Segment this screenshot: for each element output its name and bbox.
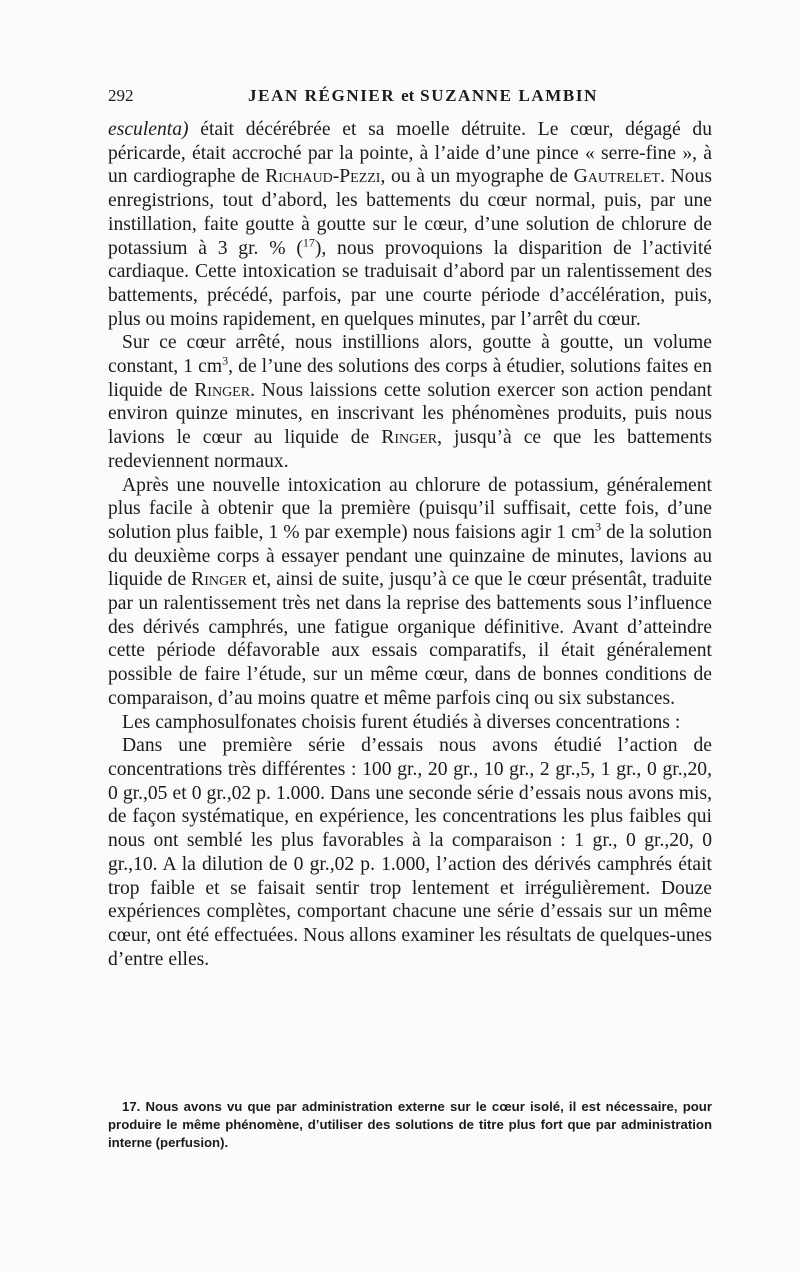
text-run: esculenta) [108,119,189,140]
author-name: JEAN RÉGNIER [248,86,396,105]
text-run: , jusqu’à ce que les battements redeviennent normaux. [108,427,712,472]
running-header [108,86,712,112]
body-paragraph [108,331,712,473]
text-run: était décérébrée et sa moelle détruite. Le cœur, dégagé du péricarde, était accroché par la pointe, à l’aide d’une pince « serre-fine », à un cardiographe de [108,119,712,188]
author-name: SUZANNE LAMBIN [420,86,598,105]
proper-name: Gautrelet [573,166,661,188]
proper-name: Ringer [191,569,248,591]
footnote: 17. Nous avons vu que par administration externe sur le cœur isolé, il est nécessaire, pour produire le même phénomène, d’utiliser des solutions de titre plus fort que par administration interne (perfusion). [108,1099,712,1150]
text-run: , de l’une des solutions des corps à étudier, solutions faites en liquide de [108,356,712,401]
text-run: de la solution du deuxième corps à essayer pendant une quinzaine de minutes, lavions au liquide de [108,521,712,591]
body-text [108,118,712,971]
body-paragraph [108,711,712,735]
running-head-authors [228,86,618,106]
text-run: Les camphosulfonates choisis furent étudiés à diverses concentrations : [122,711,681,733]
proper-name: Ringer [194,379,251,401]
superscript: 3 [595,519,602,534]
conjunction: et [401,86,415,105]
text-run: , ou à un myographe de [380,166,574,188]
proper-name: Richaud-Pezzi [265,166,381,188]
text-run: et, ainsi de suite, jusqu’à ce que le cœur présentât, traduite par un ralentissement très net dans la reprise des battements sous l’influence des dérivés camphrés, une fatigue organique définitive. Avant d’atteindre cette période défavorable aux essais comparatifs, il était généralement possible de faire l’étude, sur un même cœur, dans de bonnes conditions de comparaison, d’au moins quatre et même parfois cinq ou six substances. [108,569,712,709]
text-run: ), nous provoquions la disparition de l’activité cardiaque. Cette intoxication se traduisait d’abord par un ralentissement des battements, précédé, parfois, par une courte période d’accélération, puis, plus ou moins rapidement, en quelques minutes, par l’arrêt du cœur. [108,237,712,330]
proper-name: Ringer [381,427,438,449]
superscript: 3 [222,353,229,368]
text-run: Dans une première série d’essais nous avons étudié l’action de concentrations très différentes : 100 gr., 20 gr., 10 gr., 2 gr.,5, 1 gr., 0 gr.,20, 0 gr.,05 et 0 gr.,02 p. 1.000. Dans une seconde série d’essais nous avons mis, de façon systématique, en expérience, les concentrations les plus faibles qui nous ont semblé les plus favorables à la comparaison : 1 gr., 0 gr.,20, 0 gr.,10. A la dilution de 0 gr.,02 p. 1.000, l’action des dérivés camphrés était trop faible et se faisait sentir trop lentement et irrégulièrement. Douze expériences complètes, comportant chacune une série d’essais sur un même cœur, ont été effectuées. Nous allons examiner les résultats de quelques-unes d’entre elles. [108,735,712,970]
body-paragraph [108,734,712,971]
text-run: Sur ce cœur arrêté, nous instillions alors, goutte à goutte, un volume constant, 1 cm [108,332,712,378]
text-run: Après une nouvelle intoxication au chlorure de potassium, généralement plus facile à obtenir que la première (puisqu’il suffisait, cette fois, d’une solution plus faible, 1 % par exemple) nous faisions agir 1 cm [108,474,712,543]
text-run: . Nous enregistrions, tout d’abord, les battements du cœur normal, puis, par une instillation, faite goutte à goutte sur le cœur, d’une solution de chlorure de potassium à 3 gr. % ( [108,166,712,259]
text-run: . Nous laissions cette solution exercer son action pendant environ quinze minutes, en inscrivant les phénomènes produits, puis nous lavions le cœur au liquide de [108,379,712,449]
superscript: 17 [302,234,315,249]
page-number: 292 [108,86,134,105]
body-paragraph [108,118,712,331]
body-paragraph [108,474,712,711]
